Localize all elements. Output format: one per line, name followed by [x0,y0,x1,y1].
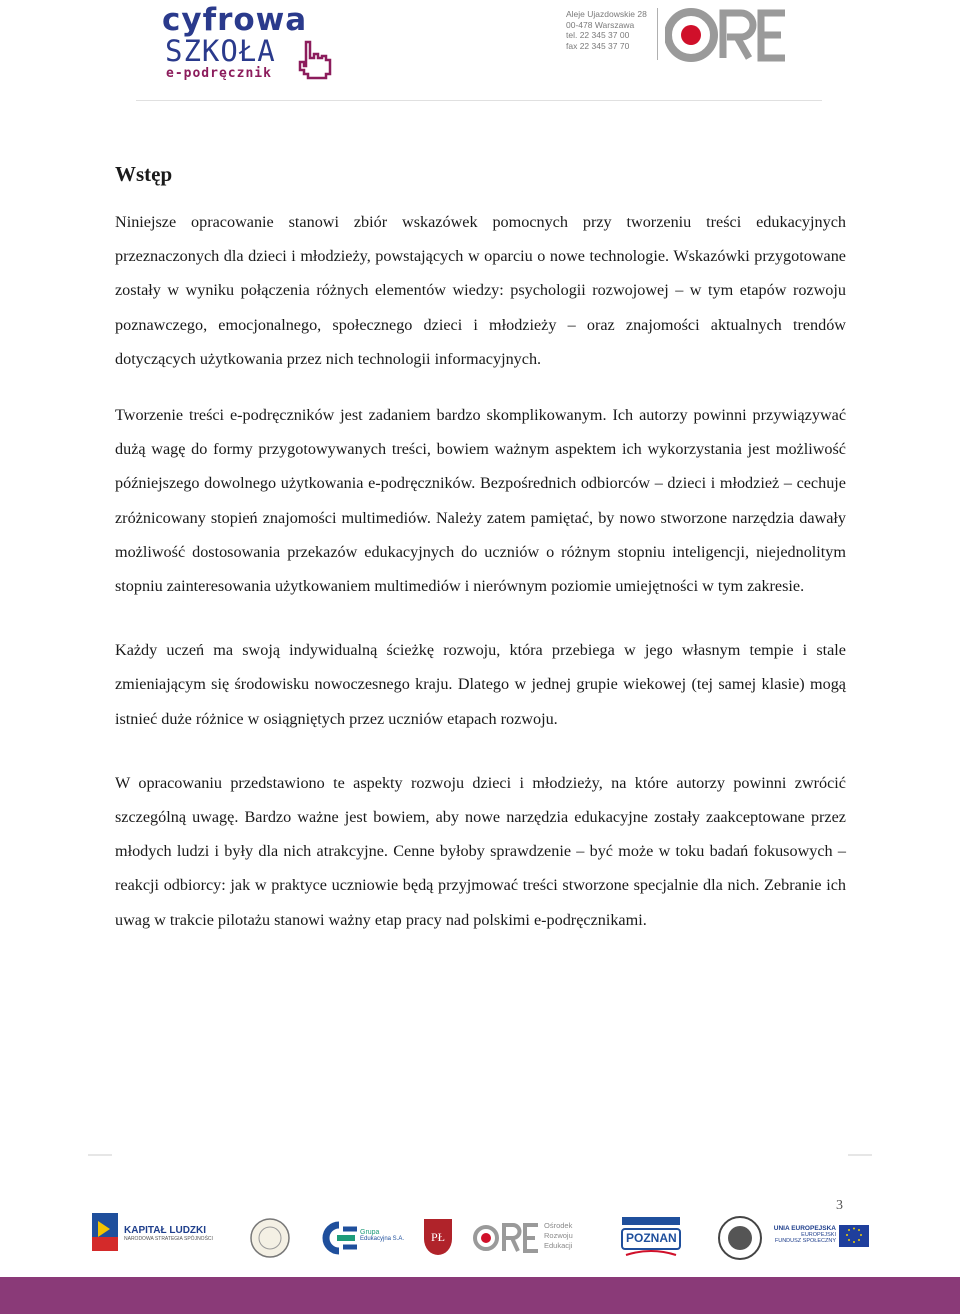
kapital-ludzki-flag-icon [88,1207,122,1269]
ue-name: UNIA EUROPEJSKA [773,1225,836,1232]
section-heading: Wstęp [115,162,173,186]
kapital-sub: NARODOWA STRATEGIA SPÓJNOŚCI [124,1236,213,1242]
address-line: 00-478 Warszawa [566,19,635,30]
cyfrowa-szkola-logo-line2: SZKOŁA [165,34,276,68]
footer-rule-right [848,1154,872,1156]
ore-address [566,9,647,51]
osrodek-line: Rozwoju [544,1231,573,1240]
paragraph: Tworzenie treści e-podręczników jest zadaniem bardzo skomplikowanym. Ich autorzy powinni przywiązywać dużą wagę do formy przygotowywanych treści, bowiem ważnym aspektem ich wykorzystania jest możliwość późniejszego dowolnego użytkowania e-podręczników. Bezpośrednich odbiorców – dzieci i młodzież – cechuje zróżnicowany stopień znajomości multimediów. Należy zatem pamiętać, by nowo stworzone narzędzia dawały możliwość dostosowania przekazów edukacyjnych do uczniów o różnym stopniu inteligencji, niejednolitym stopniu zainteresowania użytkowaniem multimediów i nierównym poziomie umiejętności w tym zakresie. [115,406,846,596]
grupa-sub: Edukacyjna S.A. [360,1236,405,1242]
eu-flag-icon [838,1207,870,1269]
kapital-name: KAPITAŁ LUDZKI [124,1225,207,1236]
grupa-name: Grupa [360,1229,380,1236]
paragraph: Niniejsze opracowanie stanowi zbiór wskazówek pomocnych przy tworzeniu treści edukacyjnych przeznaczonych dla dzieci i młodzieży, powstających w oparciu o nowe technologie. Wskazówki przygotowane zostały w wyniku połączenia różnych elementów wiedzy: psychologii rozwojowej – w tym etapów rozwoju poznawczego, emocjonalnego, społecznego dzieci i młodzieży – oraz znajomości aktualnych trendów dotyczących użytkowania przez nich technologii informacyjnych. [115,213,846,368]
ore-small-logo [472,1207,542,1269]
poznan-text: POZNAN [626,1231,677,1245]
osrodek-line: Ośrodek [544,1221,573,1230]
ue-sub-line: EUROPEJSKI [801,1232,836,1238]
osrodek-line: Edukacji [544,1241,573,1250]
osrodek-rozwoju-text [544,1221,594,1283]
cyfrowa-szkola-logo-line3: e-podręcznik [166,66,272,81]
paragraph: Każdy uczeń ma swoją indywidualną ścieżkę rozwoju, która przebiega w jego własnym tempie i stale zmieniającym się środowisku nowoczesnego kraju. Dlatego w jednej grupie wiekowej (tej samej klasie) mogą istnieć duże różnice w osiągniętych przez uczniów etapach rozwoju. [115,641,846,728]
cyfrowa-szkola-logo-line1: cyfrowa [162,2,308,38]
address-line: Aleje Ujazdowskie 28 [566,9,647,19]
document-body [115,154,846,937]
pl-university-shield-icon [418,1207,458,1269]
address-line: tel. 22 345 37 00 [566,30,630,40]
pointer-hand-icon [292,36,336,80]
ue-sub-line: FUNDUSZ SPOŁECZNY [774,1238,836,1244]
svg-text:PŁ: PŁ [430,1230,446,1244]
ore-logo [665,8,790,62]
footer-logos [88,1207,872,1271]
header-divider [657,8,658,60]
paragraph: W opracowaniu przedstawiono te aspekty rozwoju dzieci i młodzieży, na które autorzy powinni zwrócić szczególną uwagę. Bardzo ważne jest bowiem, aby nowe narzędzia edukacyjne zostały zaakceptowane przez młodych ludzi i były dla nich atrakcyjne. Cenne byłoby sprawdzenie – być może w toku badań fokusowych – reakcji odbiorcy: jak w praktyce uczniowie będą przyjmować treści stworzone specjalnie dla nich. Zebranie ich uwag w trakcie pilotażu stanowi ważny etap pracy nad polskimi e-podręcznikami. [115,773,846,929]
grupa-edukacyjna-logo-icon [313,1207,359,1269]
address-line: fax 22 345 37 70 [566,40,630,51]
page-number: 3 [836,1198,843,1213]
footer-rule-left [88,1154,112,1156]
header-rule [136,100,822,101]
page-header [0,0,960,110]
university-seal-2-icon [716,1207,764,1269]
university-seal-icon [248,1207,292,1269]
footer-bar [0,1277,960,1314]
